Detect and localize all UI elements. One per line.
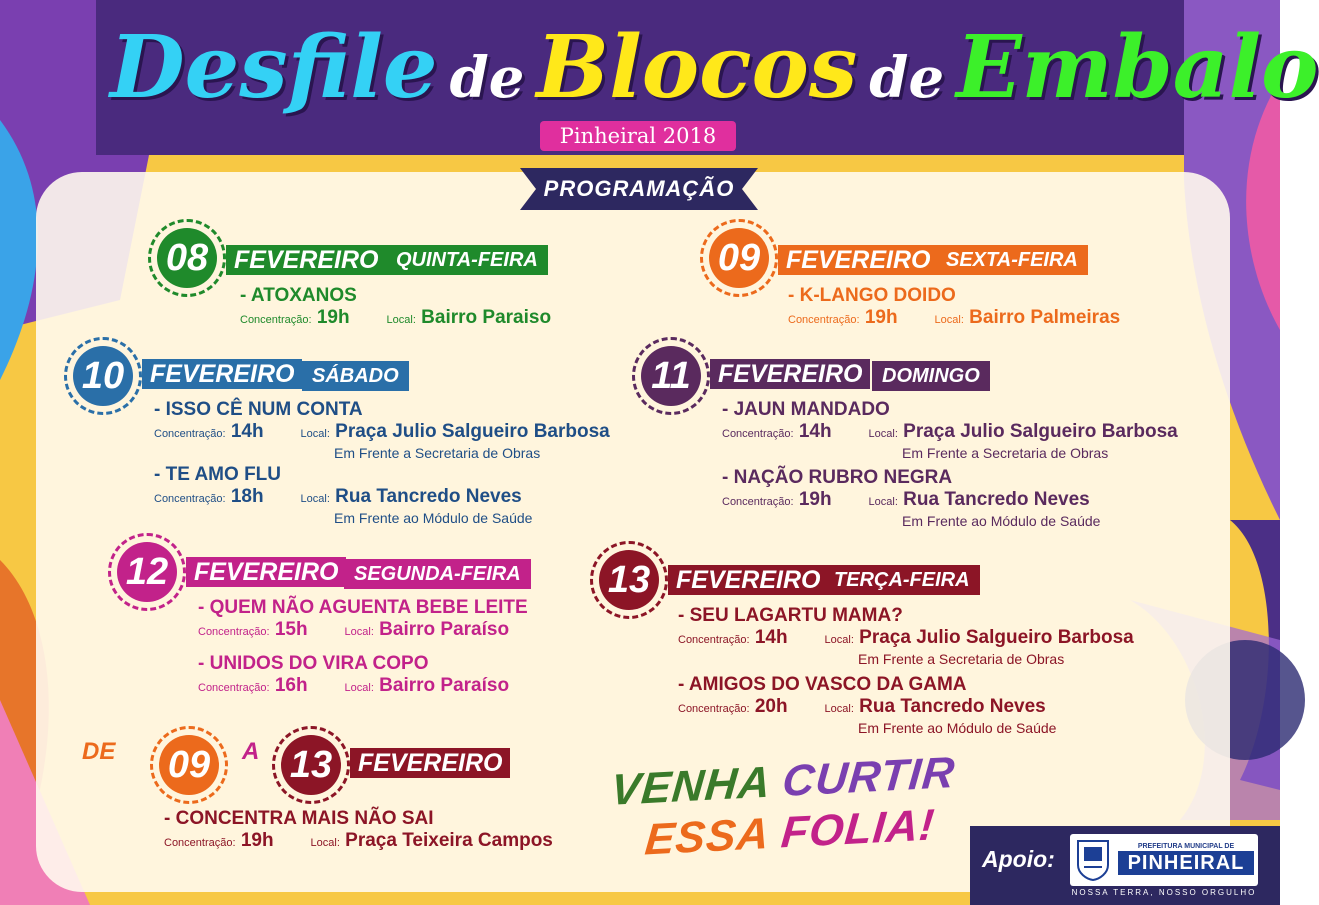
event-place: Rua Tancredo Neves [859, 696, 1046, 717]
concentration-label: Concentração: [154, 428, 226, 440]
slogan-word: ESSA [643, 809, 771, 865]
event-name: - TE AMO FLU [154, 464, 281, 485]
concentration-label: Concentração: [198, 626, 270, 638]
weekday-label: SEGUNDA-FEIRA [344, 559, 531, 589]
logo-top-text: PREFEITURA MUNICIPAL DE [1137, 843, 1235, 850]
slogan-word: VENHA [608, 757, 772, 815]
event-place-note: Em Frente a Secretaria de Obras [334, 445, 541, 461]
range-start-badge: 09 [159, 735, 219, 795]
month-label: FEVEREIRO [142, 359, 302, 389]
weekday-label: SÁBADO [302, 361, 409, 391]
event-name: - SEU LAGARTU MAMA? [678, 605, 903, 626]
month-label: FEVEREIRO [778, 245, 938, 275]
weekday-label: QUINTA-FEIRA [386, 245, 548, 275]
month-label: FEVEREIRO [710, 359, 870, 389]
weekday-label: DOMINGO [872, 361, 990, 391]
event-place-note: Em Frente ao Módulo de Saúde [858, 720, 1057, 736]
concentration-label: Concentração: [678, 634, 750, 646]
range-de-label: DE [82, 738, 116, 765]
event-name: - K-LANGO DOIDO [788, 285, 956, 306]
weekday-label: TERÇA-FEIRA [824, 565, 980, 595]
day-badge: 10 [73, 346, 133, 406]
local-label: Local: [868, 428, 898, 440]
subtitle: Pinheiral 2018 [540, 121, 736, 151]
local-label: Local: [824, 634, 854, 646]
local-label: Local: [344, 626, 374, 638]
concentration-label: Concentração: [722, 428, 794, 440]
day-badge: 08 [157, 228, 217, 288]
concentration-label: Concentração: [678, 703, 750, 715]
local-label: Local: [824, 703, 854, 715]
title-word-de: de [449, 45, 525, 111]
event-place: Praça Julio Salgueiro Barbosa [859, 627, 1134, 648]
month-label: FEVEREIRO [186, 557, 346, 587]
page-title [110, 8, 1319, 128]
event-entry [678, 674, 1056, 736]
apoio-label: Apoio: [982, 846, 1055, 872]
event-entry [154, 399, 610, 461]
local-label: Local: [386, 314, 416, 326]
event-entry [240, 285, 551, 331]
month-label: FEVEREIRO [668, 565, 828, 595]
range-end-badge: 13 [281, 735, 341, 795]
event-place: Bairro Paraíso [379, 675, 510, 696]
event-hour: 16h [274, 675, 308, 696]
event-hour: 14h [798, 421, 832, 442]
concentration-label: Concentração: [198, 682, 270, 694]
programacao-label: PROGRAMAÇÃO [543, 176, 735, 201]
concentration-label: Concentração: [722, 496, 794, 508]
event-hour: 14h [230, 421, 264, 442]
title-word-blocos: Blocos [536, 17, 858, 118]
local-label: Local: [344, 682, 374, 694]
logo-main-text: PINHEIRAL [1118, 851, 1254, 875]
month-label: FEVEREIRO [226, 245, 386, 275]
event-place: Rua Tancredo Neves [335, 486, 522, 507]
event-hour: 18h [230, 486, 264, 507]
month-label: FEVEREIRO [350, 748, 510, 778]
slogan-word: FOLIA! [779, 800, 938, 858]
day-badge: 12 [117, 542, 177, 602]
event-hour: 19h [240, 830, 274, 851]
event-name: - NAÇÃO RUBRO NEGRA [722, 467, 953, 488]
slogan-word: CURTIR [780, 748, 958, 806]
event-entry [154, 464, 532, 526]
event-place: Bairro Paraiso [421, 307, 552, 328]
day-badge: 13 [599, 550, 659, 610]
logo-motto: NOSSA TERRA, NOSSO ORGULHO [1071, 888, 1257, 897]
event-place: Bairro Paraíso [379, 619, 510, 640]
day-badge: 11 [641, 346, 701, 406]
day-badge: 09 [709, 228, 769, 288]
local-label: Local: [300, 493, 330, 505]
event-hour: 19h [316, 307, 350, 328]
local-label: Local: [868, 496, 898, 508]
event-place: Rua Tancredo Neves [903, 489, 1090, 510]
event-entry [164, 808, 553, 854]
event-name: - UNIDOS DO VIRA COPO [198, 653, 429, 674]
event-entry [198, 597, 528, 643]
event-place: Praça Julio Salgueiro Barbosa [903, 421, 1178, 442]
title-word-desfile: Desfile [110, 17, 438, 118]
event-place-note: Em Frente ao Módulo de Saúde [902, 513, 1101, 529]
event-place: Bairro Palmeiras [969, 307, 1121, 328]
event-place-note: Em Frente ao Módulo de Saúde [334, 510, 533, 526]
event-place: Praça Teixeira Campos [345, 830, 553, 851]
event-entry [722, 467, 1100, 529]
concentration-label: Concentração: [164, 837, 236, 849]
crest-icon [1076, 839, 1110, 881]
event-name: - QUEM NÃO AGUENTA BEBE LEITE [198, 597, 528, 618]
event-entry [722, 399, 1178, 461]
event-hour: 14h [754, 627, 788, 648]
event-entry [678, 605, 1134, 667]
event-hour: 19h [864, 307, 898, 328]
event-name: - JAUN MANDADO [722, 399, 890, 420]
event-hour: 20h [754, 696, 788, 717]
range-a-label: A [242, 738, 260, 765]
event-entry [198, 653, 509, 699]
event-name: - ATOXANOS [240, 285, 357, 306]
local-label: Local: [934, 314, 964, 326]
concentration-label: Concentração: [154, 493, 226, 505]
event-place-note: Em Frente a Secretaria de Obras [858, 651, 1065, 667]
event-place-note: Em Frente a Secretaria de Obras [902, 445, 1109, 461]
event-entry [788, 285, 1120, 331]
title-word-de-2: de [869, 45, 945, 111]
event-hour: 15h [274, 619, 308, 640]
event-name: - CONCENTRA MAIS NÃO SAI [164, 808, 434, 829]
event-name: - ISSO CÊ NUM CONTA [154, 399, 363, 420]
event-hour: 19h [798, 489, 832, 510]
local-label: Local: [300, 428, 330, 440]
event-place: Praça Julio Salgueiro Barbosa [335, 421, 610, 442]
concentration-label: Concentração: [240, 314, 312, 326]
weekday-label: SEXTA-FEIRA [936, 245, 1088, 275]
local-label: Local: [310, 837, 340, 849]
concentration-label: Concentração: [788, 314, 860, 326]
title-word-embalo: Embalo [956, 17, 1319, 118]
event-name: - AMIGOS DO VASCO DA GAMA [678, 674, 967, 695]
